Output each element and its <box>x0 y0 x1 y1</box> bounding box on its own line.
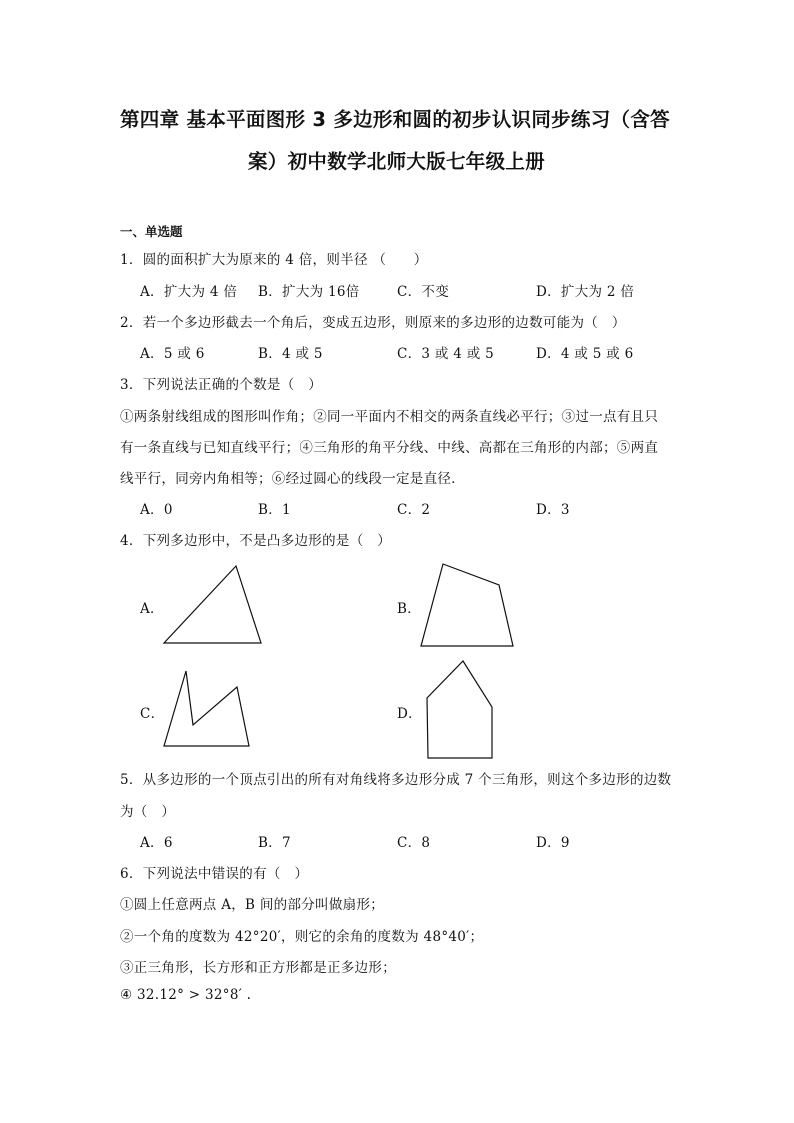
question-3-stem: 3．下列说法正确的个数是（ ） <box>120 377 323 393</box>
section-heading: 一、单选题 <box>120 224 183 239</box>
question-5-option-d: D．9 <box>536 835 570 851</box>
question-6-statement-3: ③正三角形，长方形和正方形都是正多边形； <box>120 960 396 976</box>
question-3-body-line-1: ①两条射线组成的图形叫作角；②同一平面内不相交的两条直线必平行；③过一点有且只 <box>120 409 659 425</box>
question-3-option-b: B．1 <box>258 502 291 518</box>
page-title-line-1: 第四章 基本平面图形 3 多边形和圆的初步认识同步练习（含答 <box>120 108 670 131</box>
question-3-option-a: A．0 <box>140 502 173 518</box>
question-4-figure-b <box>417 560 517 652</box>
question-6-stem: 6．下列说法中错误的有（ ） <box>120 866 309 882</box>
page-title-line-2: 案）初中数学北师大版七年级上册 <box>248 150 546 173</box>
question-2-stem: 2．若一个多边形截去一个角后，变成五边形，则原来的多边形的边数可能为（ ） <box>120 315 626 331</box>
question-3-body-line-3: 线平行，同旁内角相等；⑥经过圆心的线段一定是直径． <box>120 471 465 487</box>
question-6-statement-2: ②一个角的度数为 42°20′，则它的余角的度数为 48°40′； <box>120 929 484 945</box>
question-4-option-d-label: D． <box>397 706 422 722</box>
question-4-figure-c <box>160 667 255 752</box>
question-1-option-c: C．不变 <box>397 284 450 300</box>
question-1-option-d: D．扩大为 2 倍 <box>536 284 635 300</box>
question-2-option-b: B．4 或 5 <box>258 346 323 362</box>
question-4-option-a-label: A． <box>140 601 164 617</box>
question-2-option-d: D．4 或 5 或 6 <box>536 346 634 362</box>
question-3-option-d: D．3 <box>536 502 570 518</box>
question-5-option-a: A．6 <box>140 835 173 851</box>
question-6-statement-4: ④ 32.12° > 32°8′ . <box>120 987 252 1003</box>
question-5-option-b: B．7 <box>258 835 291 851</box>
question-1-option-a: A．扩大为 4 倍 <box>140 284 238 300</box>
question-4-option-b-label: B． <box>397 601 422 617</box>
question-2-option-a: A．5 或 6 <box>140 346 205 362</box>
question-5-stem: 5．从多边形的一个顶点引出的所有对角线将多边形分成 7 个三角形，则这个多边形的边数 <box>120 772 672 788</box>
pentagon-shape <box>427 661 492 758</box>
question-6-statement-1: ①圆上任意两点 A，B 间的部分叫做扇形； <box>120 897 385 913</box>
question-5-stem-continued: 为（ ） <box>120 804 176 820</box>
question-1-stem: 1．圆的面积扩大为原来的 4 倍，则半径 （ ） <box>120 252 428 268</box>
question-4-option-c-label: C． <box>140 706 165 722</box>
question-1-option-b: B．扩大为 16倍 <box>258 284 360 300</box>
question-2-option-c: C．3 或 4 或 5 <box>397 346 495 362</box>
question-3-option-c: C．2 <box>397 502 431 518</box>
question-4-figure-d <box>421 657 501 764</box>
convex-quadrilateral-shape <box>421 564 513 646</box>
triangle-shape <box>164 566 261 643</box>
question-3-body-line-2: 有一条直线与已知直线平行；④三角形的角平分线、中线、高都在三角形的内部；⑤两直 <box>120 440 659 456</box>
concave-polygon-shape <box>164 671 249 746</box>
question-4-stem: 4．下列多边形中，不是凸多边形的是（ ） <box>120 533 392 549</box>
question-5-option-c: C．8 <box>397 835 431 851</box>
question-4-figure-a <box>160 562 270 648</box>
